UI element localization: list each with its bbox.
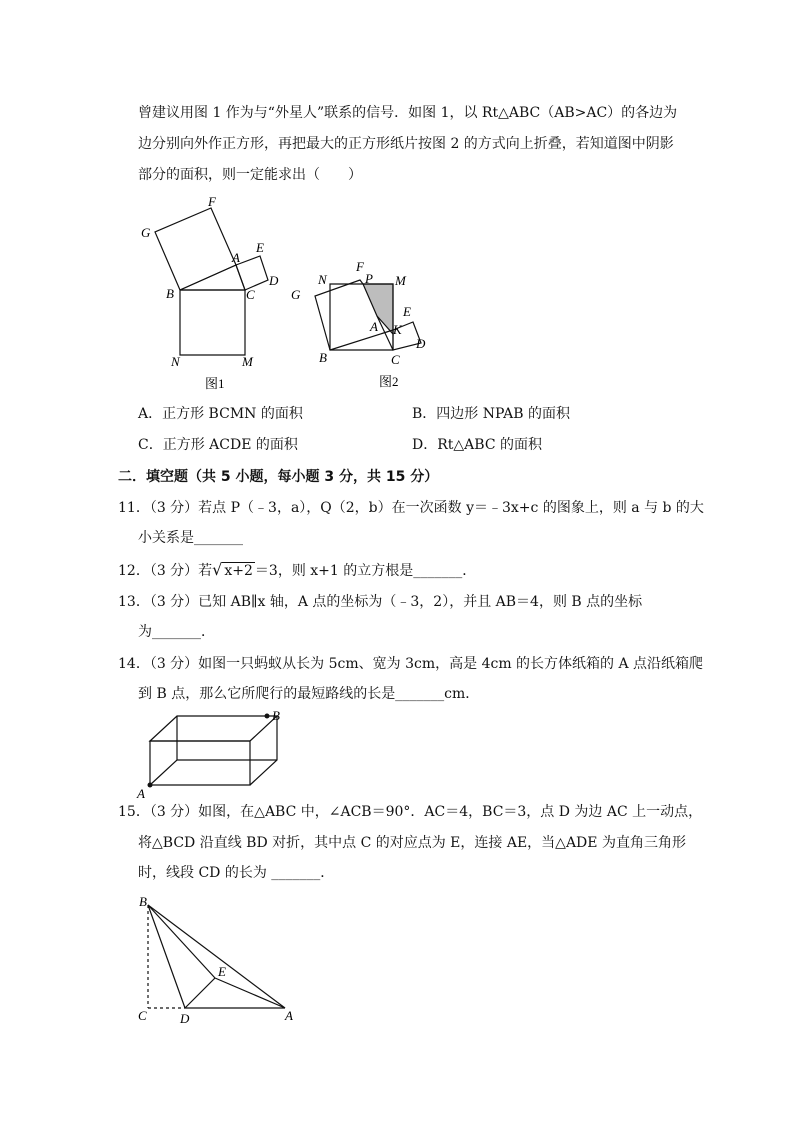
q15-line-1: 15．（3 分）如图，在△ABC 中，∠ACB＝90°．AC＝4，BC＝3，点 D 为边 AC 上一动点， bbox=[118, 804, 703, 820]
q12-radicand: x+2 bbox=[224, 563, 253, 579]
fig2-label-c: C bbox=[391, 352, 400, 367]
tri-label-b: B bbox=[139, 894, 147, 909]
fig2-label-f: F bbox=[356, 259, 364, 274]
fig1-label-d: D bbox=[269, 273, 279, 288]
tri-label-a: A bbox=[285, 1008, 293, 1023]
fig2-label-m: M bbox=[395, 273, 406, 288]
q10-line-3: 部分的面积，则一定能求出（ ） bbox=[138, 167, 362, 183]
q15-line-2: 将△BCD 沿直线 BD 对折，其中点 C 的对应点为 E，连接 AE，当△ADE 为直角三角形 bbox=[138, 835, 686, 851]
section-2-title: 二．填空题（共 5 小题，每小题 3 分，共 15 分） bbox=[118, 469, 439, 485]
q11-line-1: 11．（3 分）若点 P（﹣3，a），Q（2，b）在一次函数 y＝﹣3x+c 的图象上，则 a 与 b 的大 bbox=[118, 500, 704, 516]
radical-sign-icon: √ bbox=[212, 560, 223, 579]
fig1-caption: 图1 bbox=[205, 376, 225, 391]
fig1-label-g: G bbox=[141, 225, 151, 240]
fig2-label-n: N bbox=[318, 272, 327, 287]
fig2-label-a: A bbox=[370, 319, 378, 334]
fig1-label-n: N bbox=[171, 354, 180, 369]
q12-line bbox=[118, 560, 476, 581]
cuboid-label-a: A bbox=[137, 786, 145, 800]
q10-option-d[interactable]: D．Rt△ABC 的面积 bbox=[412, 437, 542, 453]
fig1-label-e: E bbox=[256, 240, 264, 255]
tri-label-d: D bbox=[180, 1011, 190, 1026]
cuboid-label-b: B bbox=[272, 708, 280, 723]
q10-option-c[interactable]: C．正方形 ACDE 的面积 bbox=[138, 437, 298, 453]
tri-label-c: C bbox=[138, 1008, 147, 1023]
q10-option-a[interactable]: A．正方形 BCMN 的面积 bbox=[138, 406, 303, 422]
q10-line-1: 曾建议用图 1 作为与“外星人”联系的信号．如图 1，以 Rt△ABC（AB>AC）的各边为 bbox=[138, 105, 678, 121]
q10-line-2: 边分别向外作正方形，再把最大的正方形纸片按图 2 的方式向上折叠，若知道图中阴影 bbox=[138, 136, 674, 152]
fig2-label-e: E bbox=[403, 304, 411, 319]
fig2-label-p: P bbox=[365, 271, 373, 286]
q14-line-1: 14．（3 分）如图一只蚂蚁从长为 5cm、宽为 3cm，高是 4cm 的长方体纸箱的 A 点沿纸箱爬 bbox=[118, 656, 704, 672]
q12-suffix: ＝3，则 x+1 的立方根是_______． bbox=[254, 563, 477, 579]
fig2-label-b: B bbox=[319, 350, 327, 365]
q14-line-2: 到 B 点，那么它所爬行的最短路线的长是_______cm． bbox=[138, 686, 480, 702]
fig2-label-k: K bbox=[393, 322, 402, 337]
q10-option-b[interactable]: B．四边形 NPAB 的面积 bbox=[412, 406, 570, 422]
figure-triangle-fold bbox=[130, 890, 305, 1030]
fig1-label-m: M bbox=[242, 354, 253, 369]
figure-1 bbox=[135, 195, 295, 395]
fig2-label-g: G bbox=[291, 287, 301, 302]
fig1-label-a: A bbox=[232, 250, 240, 265]
tri-label-e: E bbox=[218, 964, 226, 979]
fig1-label-c: C bbox=[246, 287, 255, 302]
q13-line-2: 为_______． bbox=[138, 624, 215, 640]
q13-line-1: 13．（3 分）已知 AB∥x 轴，A 点的坐标为（﹣3，2），并且 AB＝4，则 B 点的坐标 bbox=[118, 594, 643, 610]
figure-2 bbox=[285, 258, 445, 398]
fig2-caption: 图2 bbox=[379, 374, 399, 389]
q11-line-2: 小关系是_______ bbox=[138, 530, 243, 546]
fig1-label-b: B bbox=[166, 286, 174, 301]
q15-line-3: 时，线段 CD 的长为 _______． bbox=[138, 865, 335, 881]
fig2-label-d: D bbox=[416, 336, 426, 351]
fig1-label-f: F bbox=[208, 195, 216, 209]
q12-prefix: 12．（3 分）若 bbox=[118, 563, 213, 579]
figure-cuboid bbox=[135, 705, 295, 800]
